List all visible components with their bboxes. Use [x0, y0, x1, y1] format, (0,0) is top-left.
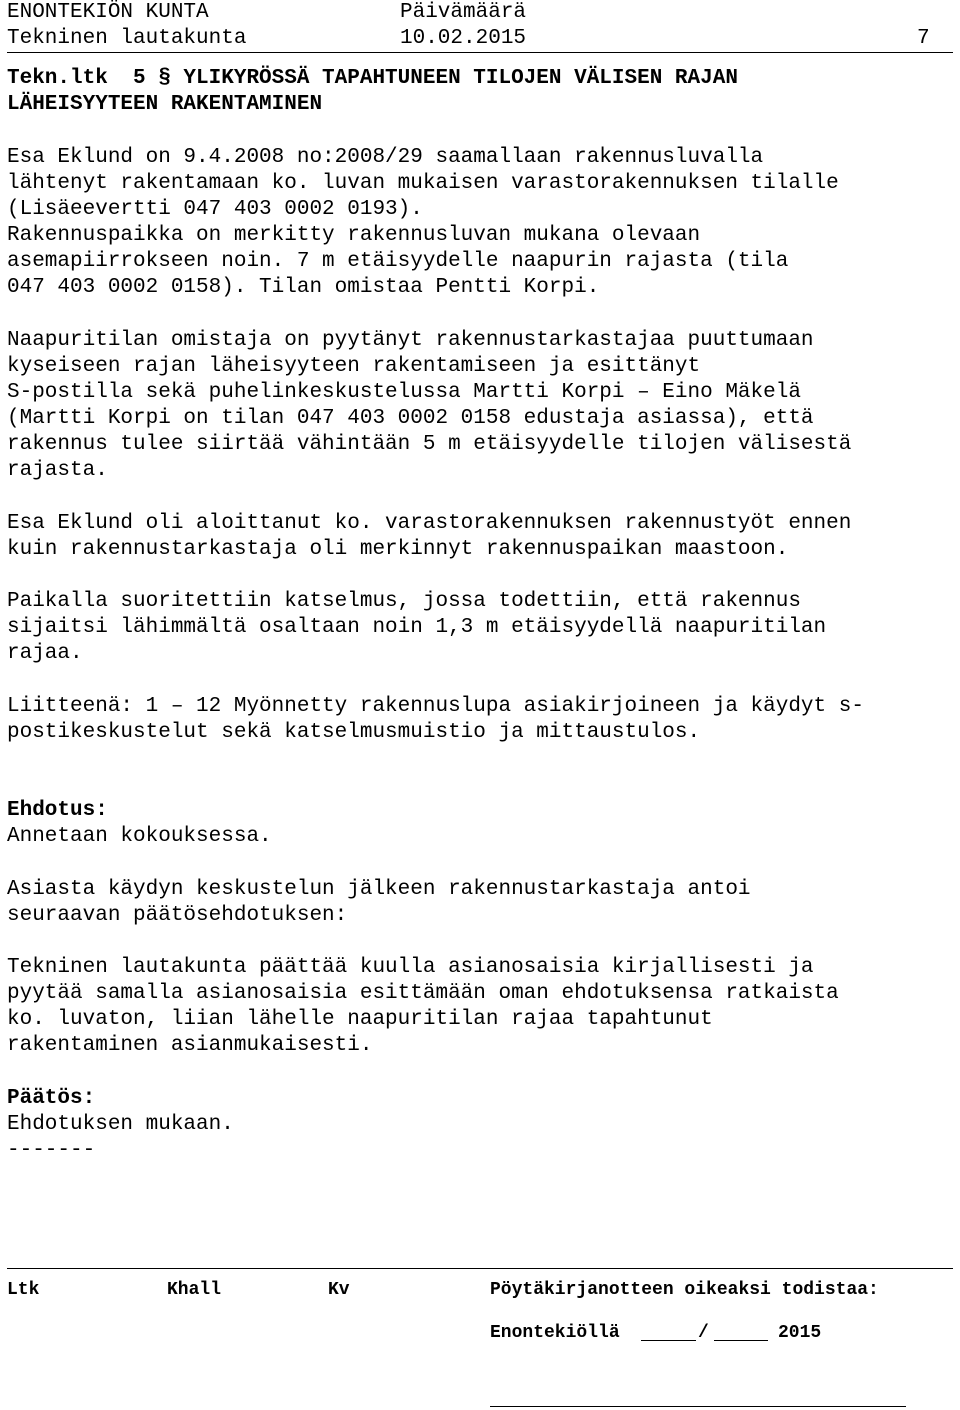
footer-certify: Pöytäkirjanotteen oikeaksi todistaa:: [490, 1280, 879, 1300]
footer-kv: Kv: [328, 1280, 350, 1300]
header-divider: [7, 52, 953, 53]
footer-year: 2015: [778, 1323, 822, 1343]
meeting-date: 10.02.2015: [400, 27, 527, 50]
decision-separator: -------: [7, 1139, 96, 1162]
paragraph-attachments: Liitteenä: 1 – 12 Myönnetty rakennuslupa asiakirjoineen ja käydyt s- postikeskustelut sekä katselmusmuistio ja mittaustulos.: [7, 695, 864, 745]
paragraph-construction-start: Esa Eklund oli aloittanut ko. varastorakennuksen rakennustyöt ennen kuin rakennustarkastaja oli merkinnyt rakennuspaikan maastoon.: [7, 512, 852, 562]
month-blank-line: [714, 1340, 768, 1341]
proposal-text: Annetaan kokouksessa.: [7, 825, 272, 848]
decision-heading: Päätös:: [7, 1087, 96, 1110]
discussion-text: Asiasta käydyn keskustelun jälkeen rakennustarkastaja antoi seuraavan päätösehdotuksen:: [7, 878, 751, 928]
paragraph-background: Esa Eklund on 9.4.2008 no:2008/29 saamallaan rakennusluvalla lähtenyt rakentamaan ko. luvan mukaisen varastorakennuksen tilalle (Lisäeevertti 047 403 0002 0193). Rakennuspaikka on merkitty rakennusluvan mukana olevaan asemapiirrokseen noin. 7 m etäisyydelle naapurin rajasta (tila 047 403 0002 0158). Tilan omistaa Pentti Korpi.: [7, 146, 839, 300]
item-title-line1: Tekn.ltk 5 § YLIKYRÖSSÄ TAPAHTUNEEN TILOJEN VÄLISEN RAJAN: [7, 67, 738, 90]
date-label: Päivämäärä: [400, 1, 527, 24]
board-name: Tekninen lautakunta: [7, 27, 247, 50]
proposal-heading: Ehdotus:: [7, 799, 108, 822]
footer-khall: Khall: [167, 1280, 222, 1300]
item-title-line2: LÄHEISYYTEEN RAKENTAMINEN: [7, 93, 323, 116]
footer-slash: /: [698, 1323, 709, 1343]
footer-place: Enontekiöllä: [490, 1323, 620, 1343]
footer-divider: [7, 1268, 953, 1269]
signature-line: [490, 1406, 906, 1407]
paragraph-neighbor-request: Naapuritilan omistaja on pyytänyt rakennustarkastajaa puuttumaan kyseiseen rajan läheisyyteen rakentamiseen ja esittänyt S-postilla sekä puhelinkeskustelussa Martti Korpi – Eino Mäkelä (Martti Korpi on tilan 047 403 0002 0158 edustaja asiassa), että rakennus tulee siirtää vähintään 5 m etäisyydelle tilojen välisestä rajasta.: [7, 329, 852, 483]
paragraph-inspection: Paikalla suoritettiin katselmus, jossa todettiin, että rakennus sijaitsi lähimmältä osaltaan noin 1,3 m etäisyydellä naapuritilan rajaa.: [7, 590, 827, 666]
decision-text: Ehdotuksen mukaan.: [7, 1113, 234, 1136]
org-name: ENONTEKIÖN KUNTA: [7, 1, 209, 24]
resolution-text: Tekninen lautakunta päättää kuulla asianosaisia kirjallisesti ja pyytää samalla asianosaisia esittämään oman ehdotuksensa ratkaista ko. luvaton, liian lähelle naapuritilan rajaa tapahtunut rakentaminen asianmukaisesti.: [7, 956, 839, 1058]
day-blank-line: [641, 1340, 696, 1341]
footer-ltk: Ltk: [7, 1280, 40, 1300]
page-number: 7: [917, 27, 930, 50]
